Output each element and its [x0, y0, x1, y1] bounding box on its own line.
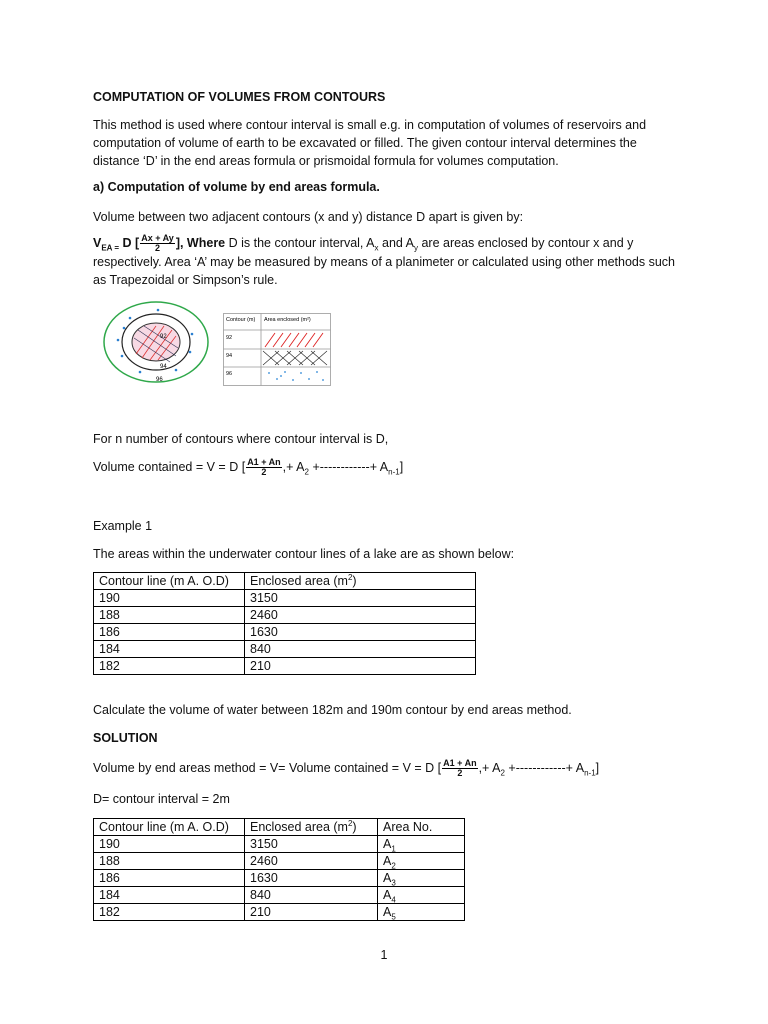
area-letter: A	[383, 836, 392, 851]
formula2-numerator: A1 + An	[247, 457, 281, 468]
volume-between-text: Volume between two adjacent contours (x and y) distance D apart is given by:	[93, 210, 524, 224]
formula3-lead: Volume by end areas method = V= Volume contained = V = D [	[93, 761, 442, 775]
calculate-text: Calculate the volume of water between 182m and 190m contour by end areas method.	[93, 703, 572, 717]
formula3-fraction	[442, 759, 477, 778]
formula-end-areas-paragraph	[93, 234, 683, 289]
formula-where: ], Where	[175, 236, 226, 250]
table-cell: 210	[245, 658, 476, 675]
formula3-dashes: +------------+ A	[504, 761, 585, 775]
contour-interval-text: D= contour interval = 2m	[93, 792, 230, 806]
table-cell	[378, 887, 465, 904]
table-cell: 190	[94, 836, 245, 853]
table-row	[94, 590, 476, 607]
table-cell: 1630	[245, 624, 476, 641]
section-heading-a: a) Computation of volume by end areas formula.	[93, 180, 380, 194]
table-row	[94, 887, 465, 904]
table-header: Area No.	[378, 819, 465, 836]
table-header: Contour line (m A. O.D)	[94, 573, 245, 590]
formula2-fraction	[246, 458, 281, 477]
formula-volume-contained	[93, 458, 683, 477]
contour-area-legend-figure	[223, 313, 331, 386]
table-cell: 186	[94, 624, 245, 641]
area-index: 4	[391, 895, 396, 904]
formula-fraction	[140, 234, 175, 253]
sub-y: y	[413, 243, 418, 253]
contour-area-table	[93, 572, 476, 675]
table-row	[94, 658, 476, 675]
page-title: COMPUTATION OF VOLUMES FROM CONTOURS	[93, 90, 386, 104]
map-label-94: 94	[160, 364, 167, 370]
legend-header-contour: Contour (m)	[226, 317, 256, 323]
table-cell: 840	[245, 641, 476, 658]
formula-rest-1: D is the contour interval, A	[225, 236, 375, 250]
table-header-row	[94, 573, 476, 590]
formula3-end: ]	[595, 761, 600, 775]
area-index: 5	[391, 912, 396, 921]
legend-header-area: Area enclosed (m²)	[264, 317, 311, 323]
table-header-row	[94, 819, 465, 836]
table-header: Enclosed area $(m^2)$	[245, 573, 476, 590]
table-cell: 184	[94, 641, 245, 658]
table-row	[94, 607, 476, 624]
area-letter: A	[383, 887, 392, 902]
table-row	[94, 904, 465, 921]
solution-heading: SOLUTION	[93, 731, 158, 745]
formula-end-areas-method	[93, 759, 693, 778]
contour-area-number-table	[93, 818, 465, 921]
formula3-mid: ,+ A	[478, 761, 501, 775]
formula2-end: ]	[399, 460, 404, 474]
table-header: Enclosed area $(m^2)$	[245, 819, 378, 836]
area-letter: A	[383, 853, 392, 868]
area-index: 1	[391, 844, 396, 853]
formula2-dashes: +------------+ A	[308, 460, 389, 474]
area-index: 2	[391, 861, 396, 870]
example-label: Example 1	[93, 519, 153, 533]
table-cell: 1630	[245, 870, 378, 887]
table-cell: 184	[94, 887, 245, 904]
formula3-subn: n-1	[584, 768, 596, 778]
example-text: The areas within the underwater contour lines of a lake are as shown below:	[93, 547, 515, 561]
map-label-96: 96	[156, 377, 163, 383]
legend-row-92: 92	[226, 335, 233, 341]
table-cell	[378, 870, 465, 887]
table-cell: 188	[94, 607, 245, 624]
area-letter: A	[383, 870, 392, 885]
table-cell: 182	[94, 904, 245, 921]
table-row	[94, 853, 465, 870]
formula-d: D [	[122, 236, 140, 250]
table-cell: 210	[245, 904, 378, 921]
formula3-sub2: 2	[500, 768, 505, 778]
table-row	[94, 624, 476, 641]
area-index: 3	[391, 878, 396, 887]
formula-rest-3: are areas enclosed by contour x and y respectively. Area ‘A’ may be measured by means of a planimeter or calculated using other methods such as Trapezoidal or Simpson’s rule.	[93, 236, 676, 288]
formula-v: V	[93, 236, 102, 250]
legend-row-96: 96	[226, 371, 233, 377]
table-row	[94, 641, 476, 658]
contour-map-figure	[100, 300, 210, 386]
formula2-sub2: 2	[304, 467, 309, 477]
fraction-numerator: Ax + Ay	[141, 233, 174, 244]
table-header: Contour line (m A. O.D)	[94, 819, 245, 836]
table-cell: 2460	[245, 853, 378, 870]
table-cell	[378, 836, 465, 853]
table-cell: 840	[245, 887, 378, 904]
table-cell: 3150	[245, 590, 476, 607]
page-number: 1	[380, 948, 388, 962]
table-row	[94, 836, 465, 853]
table-cell	[378, 853, 465, 870]
intro-paragraph: This method is used where contour interval is small e.g. in computation of volumes of reservoirs and computation of volume of earth to be excavated or filled. The given contour interval determines the distance ‘D’ in the end areas formula or prismoidal formula for volumes computation.	[93, 118, 647, 168]
table-cell: 3150	[245, 836, 378, 853]
sub-x: x	[374, 243, 379, 253]
table-row	[94, 870, 465, 887]
formula3-numerator: A1 + An	[443, 758, 477, 769]
formula-rest-2: and A	[378, 236, 414, 250]
legend-row-94: 94	[226, 353, 233, 359]
table-cell: 186	[94, 870, 245, 887]
formula2-lead: Volume contained = V = D [	[93, 460, 246, 474]
table-cell: 2460	[245, 607, 476, 624]
area-letter: A	[383, 904, 392, 919]
formula3-denominator: 2	[457, 768, 463, 779]
table-cell: 190	[94, 590, 245, 607]
formula-v-sub: EA =	[101, 243, 120, 253]
table-cell: 182	[94, 658, 245, 675]
map-label-92: 92	[160, 334, 167, 340]
formula2-subn: n-1	[388, 467, 400, 477]
n-contours-text: For n number of contours where contour interval is D,	[93, 432, 389, 446]
formula2-denominator: 2	[261, 467, 267, 478]
formula2-mid: ,+ A	[282, 460, 305, 474]
table-cell: 188	[94, 853, 245, 870]
table-cell	[378, 904, 465, 921]
fraction-denominator: 2	[155, 243, 161, 254]
